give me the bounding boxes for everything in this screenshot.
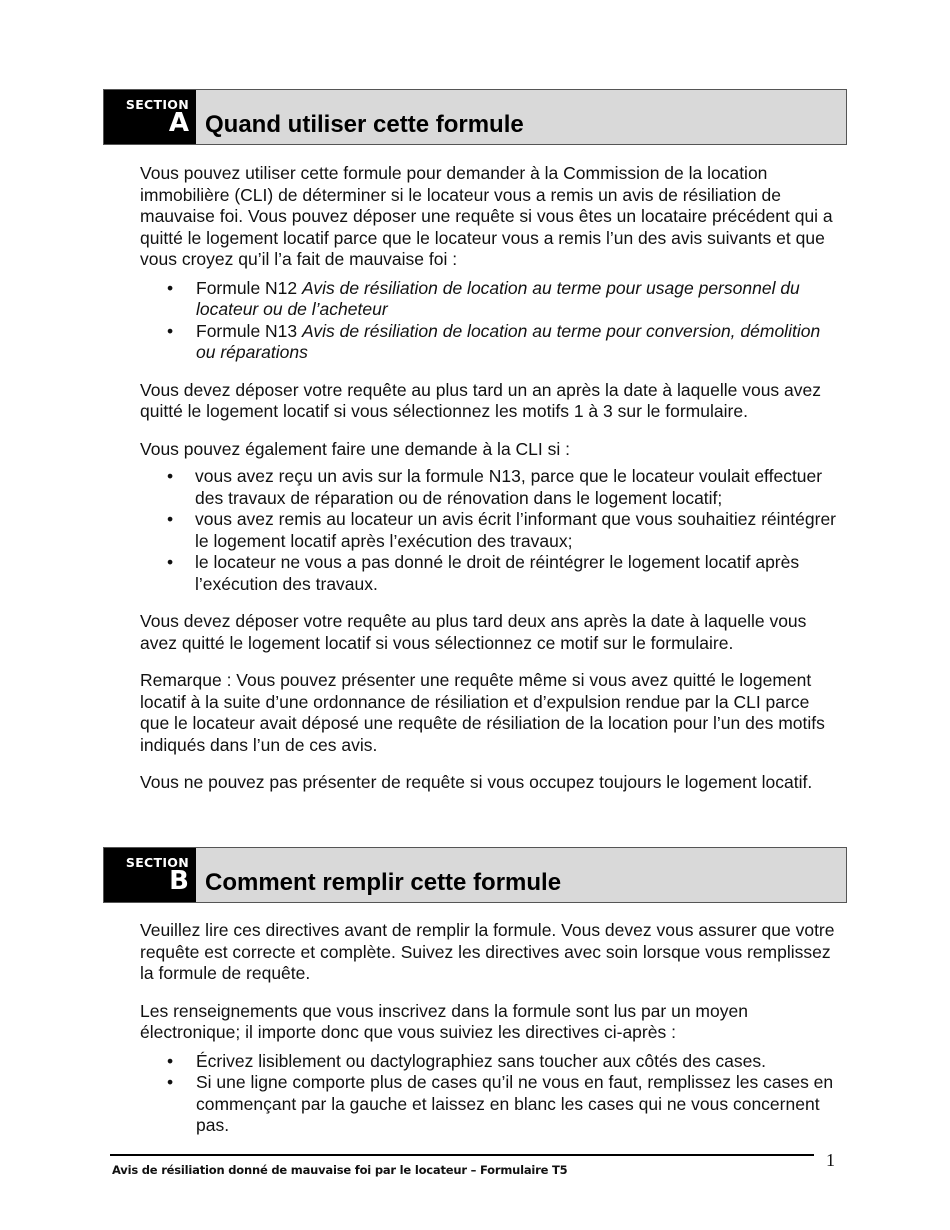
footer-divider [110, 1154, 814, 1156]
section-a-paragraph-2: Vous devez déposer votre requête au plus tard un an après la date à laquelle vous avez quitté le logement locatif si vous sélectionnez les motifs 1 à 3 sur le formulaire. [140, 379, 822, 421]
notice-form: Formule N13 [196, 320, 303, 341]
list-item: • Formule N13 Avis de résiliation de location au terme pour conversion, démolition ou réparations [167, 320, 821, 362]
list-item: • Formule N12 Avis de résiliation de location au terme pour usage personnel du locateur ou de l’acheteur [167, 277, 800, 319]
notice-title: Avis de résiliation de location au terme pour conversion, démolition ou réparations [196, 320, 821, 362]
notice-list [140, 278, 840, 364]
section-b-paragraph-1: Veuillez lire ces directives avant de remplir la formule. Vous devez vous assurer que votre requête est correcte et complète. Suivez les directives avec soin lorsque vous remplissez la formule de requête. [140, 920, 835, 983]
section-a-content [140, 163, 840, 810]
list-item: • vous avez remis au locateur un avis écrit l’informant que vous souhaitiez réintégrer le logement locatif après l’exécution des travaux; [167, 509, 837, 551]
section-b-content [140, 920, 840, 1153]
section-a-paragraph-5: Remarque : Vous pouvez présenter une requête même si vous avez quitté le logement locatif à la suite d’une ordonnance de résiliation et d’expulsion rendue par la CLI parce que le locateur avait déposé une requête de résiliation de la location pour l’un des motifs indiqués dans l’un de ces avis. [140, 670, 825, 755]
section-a-badge [104, 90, 196, 144]
section-a-word: SECTION [125, 97, 189, 112]
section-b-badge [104, 848, 196, 902]
page-number: 1 [826, 1150, 835, 1170]
section-a-header [103, 89, 847, 145]
section-b-letter: B [169, 866, 189, 896]
list-item: • vous avez reçu un avis sur la formule N13, parce que le locateur voulait effectuer des travaux de réparation ou de rénovation dans le logement locatif; [167, 466, 823, 508]
section-a-paragraph-3: Vous pouvez également faire une demande à la CLI si : [140, 438, 570, 459]
section-a-paragraph-4: Vous devez déposer votre requête au plus tard deux ans après la date à laquelle vous avez quitté le logement locatif si vous sélectionnez ce motif sur le formulaire. [140, 611, 807, 653]
section-a-title: Quand utiliser cette formule [205, 111, 524, 138]
section-a-paragraph-6: Vous ne pouvez pas présenter de requête si vous occupez toujours le logement locatif. [140, 772, 813, 792]
section-a-letter: A [168, 108, 189, 138]
section-b-word: SECTION [125, 855, 189, 870]
section-b-title: Comment remplir cette formule [205, 869, 562, 896]
section-a-paragraph-1: Vous pouvez utiliser cette formule pour demander à la Commission de la location immobilière (CLI) de déterminer si le locateur vous a remis un avis de résiliation de mauvaise foi. Vous pouvez déposer une requête si vous êtes un locataire précédent qui a quitté le logement locatif parce que le locateur vous a remis l’un des avis suivants et que vous croyez qu’il l’a fait de mauvaise foi : [140, 163, 833, 269]
list-item: • Écrivez lisiblement ou dactylographiez sans toucher aux côtés des cases. [167, 1050, 767, 1071]
directive-list [140, 1051, 840, 1137]
condition-list [140, 466, 840, 595]
section-b-header [103, 847, 847, 903]
section-b-paragraph-2: Les renseignements que vous inscrivez dans la formule sont lus par un moyen électronique; il importe donc que vous suiviez les directives ci-après : [140, 1000, 748, 1042]
list-item: • le locateur ne vous a pas donné le droit de réintégrer le logement locatif après l’exécution des travaux. [167, 552, 800, 594]
notice-form: Formule N12 [196, 277, 303, 298]
footer-text: Avis de résiliation donné de mauvaise foi par le locateur – Formulaire T5 [112, 1163, 568, 1177]
notice-title: Avis de résiliation de location au terme pour usage personnel du locateur ou de l’acheteur [196, 277, 800, 319]
list-item: • Si une ligne comporte plus de cases qu’il ne vous en faut, remplissez les cases en commençant par la gauche et laissez en blanc les cases qui ne vous concernent pas. [167, 1072, 834, 1135]
